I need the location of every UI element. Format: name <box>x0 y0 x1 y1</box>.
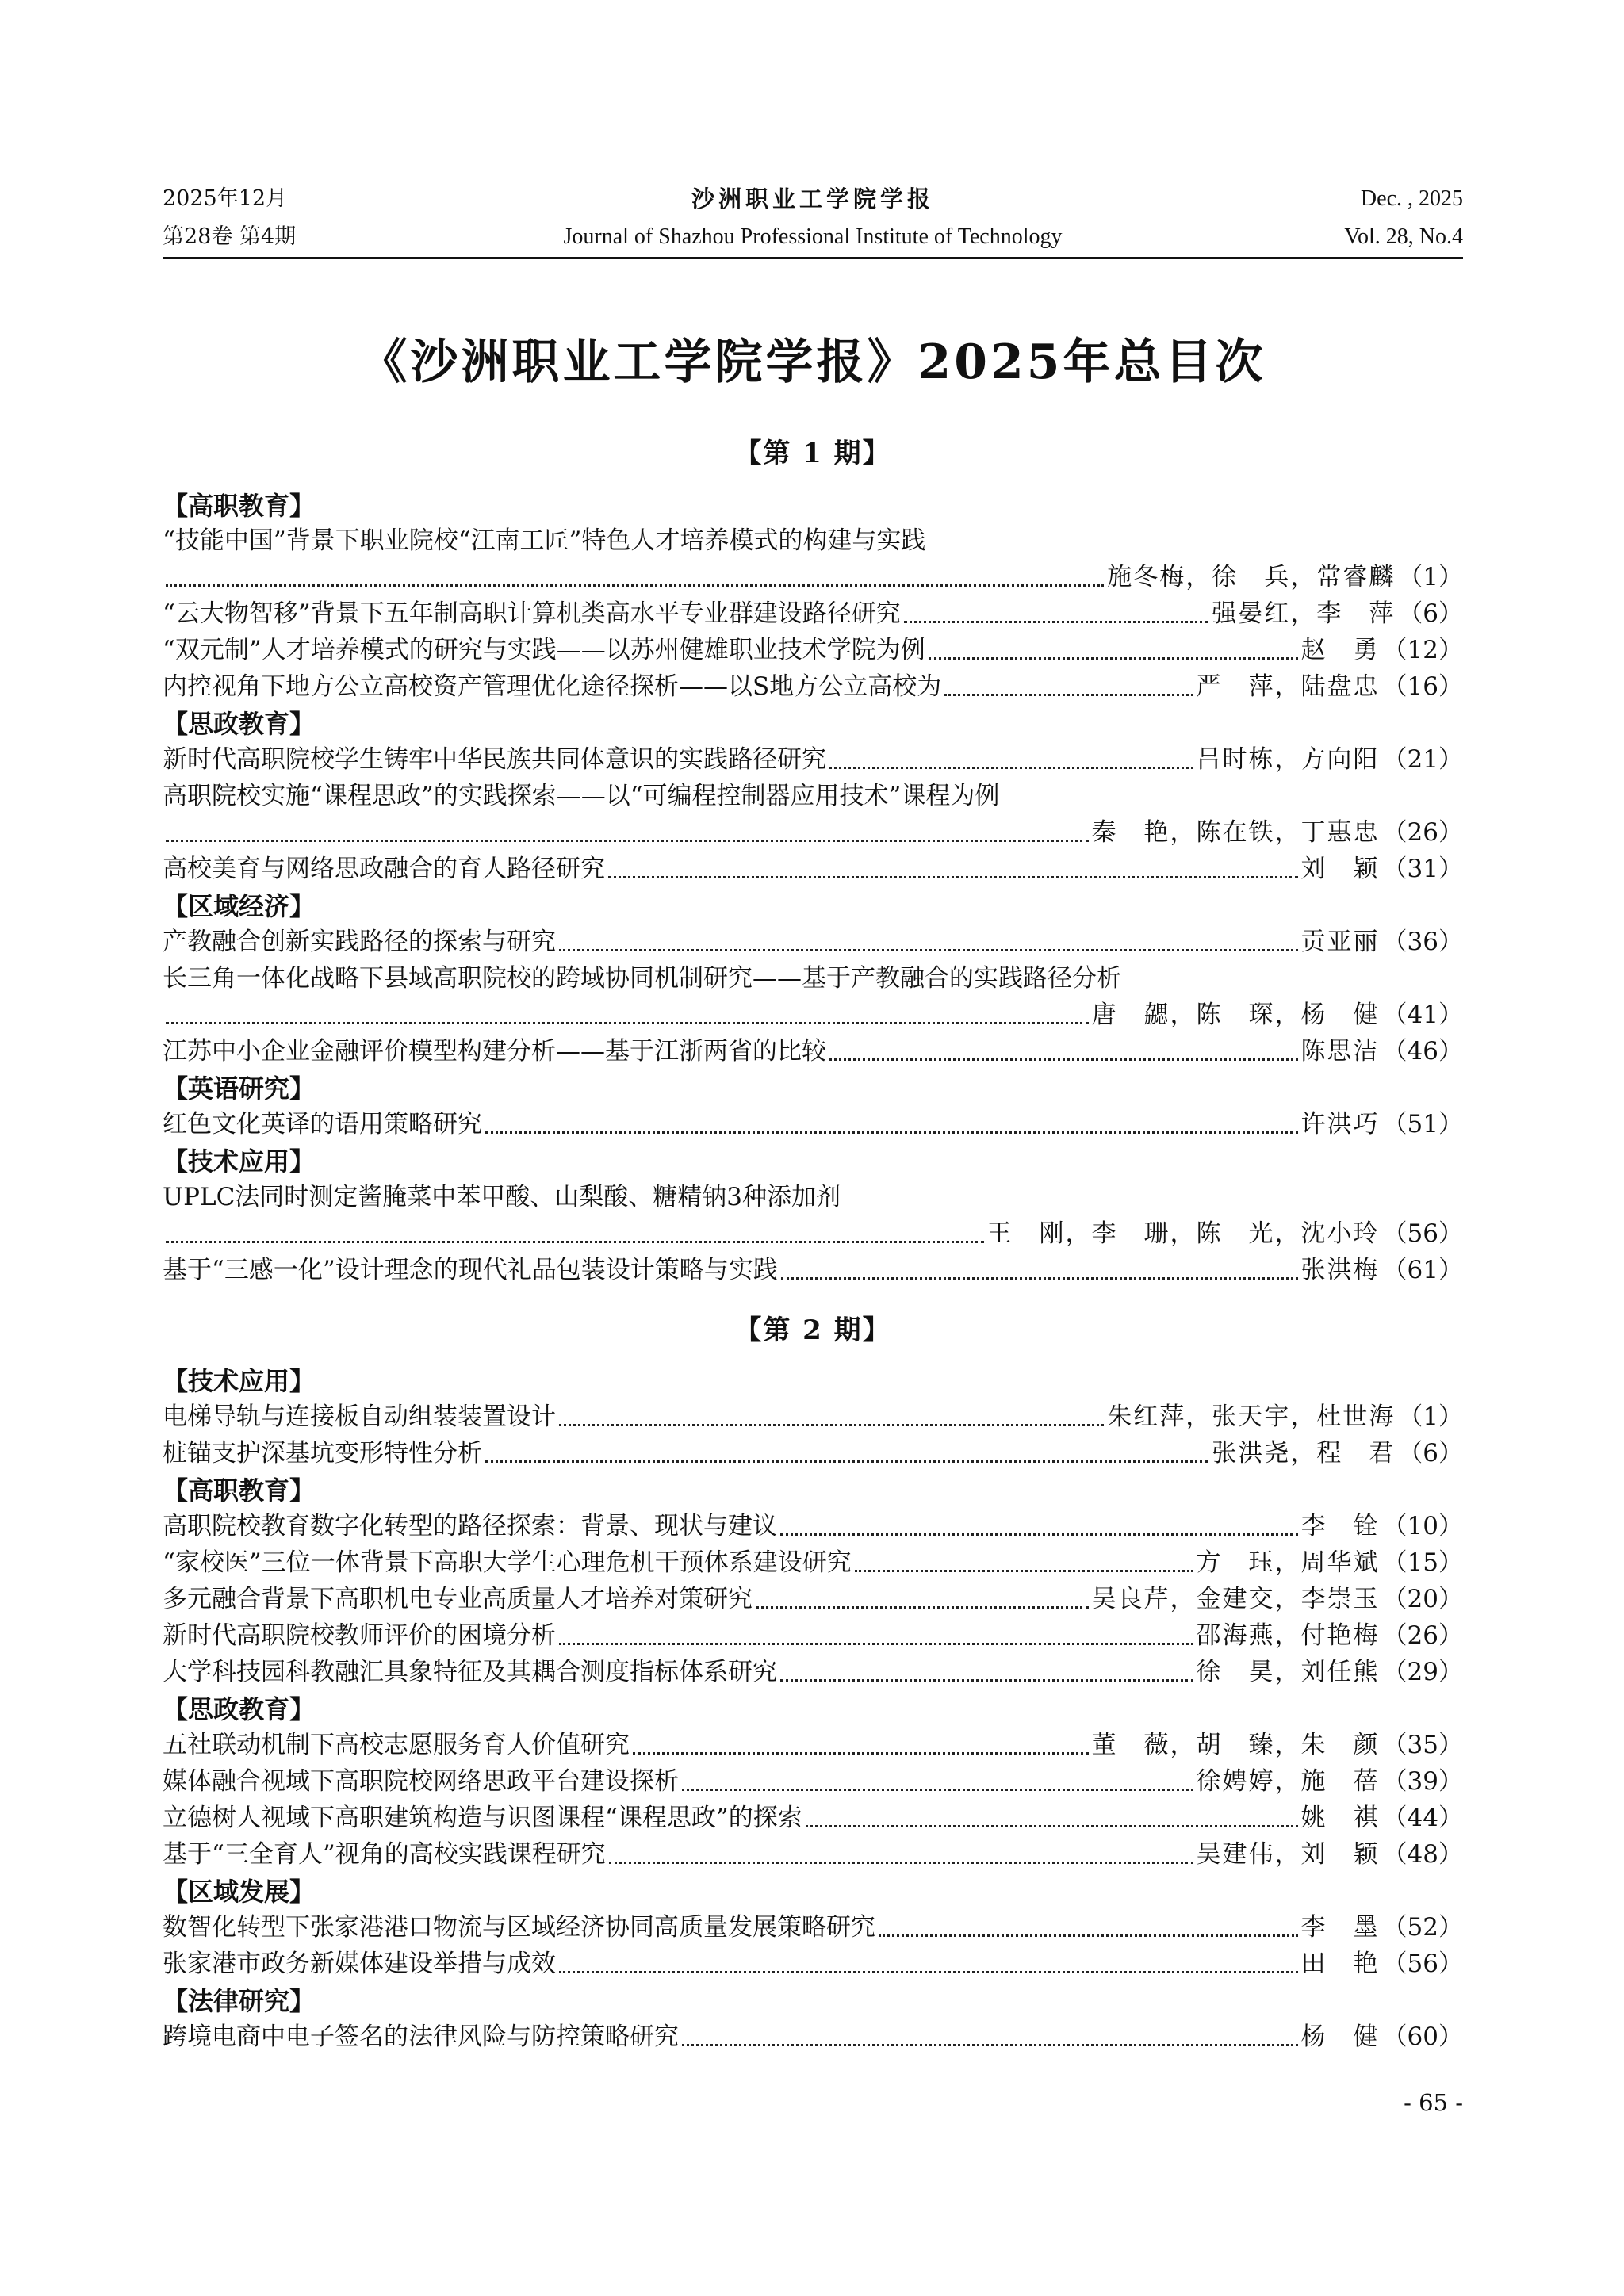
article-title: 跨境电商中电子签名的法律风险与防控策略研究 <box>163 2022 679 2051</box>
toc-entry[interactable] <box>163 595 1463 632</box>
dot-leader <box>904 621 1209 623</box>
article-authors: 李 铨 <box>1300 1512 1380 1540</box>
article-title: 内控视角下地方公立高校资产管理优化途径探析——以S地方公立高校为 <box>163 672 942 701</box>
article-authors: 秦 艳，陈在铁，丁惠忠 <box>1091 818 1380 847</box>
dot-leader <box>633 1752 1089 1755</box>
section-heading: 【技术应用】 <box>163 1146 316 1177</box>
article-authors: 唐 勰，陈 琛，杨 健 <box>1091 1001 1380 1029</box>
article-authors: 赵 勇 <box>1300 636 1380 664</box>
article-authors: 李 墨 <box>1300 1913 1380 1942</box>
article-title-wrapped: 高职院校实施“课程思政”的实践探索——以“可编程控制器应用技术”课程为例 <box>163 782 1000 810</box>
article-title: 多元融合背景下高职机电专业高质量人才培养对策研究 <box>163 1585 753 1613</box>
section-heading: 【思政教育】 <box>163 709 316 739</box>
article-page: （56） <box>1382 1950 1463 1978</box>
toc-entry[interactable] <box>163 2019 1463 2055</box>
toc-entry[interactable] <box>163 668 1463 705</box>
dot-leader <box>756 1606 1089 1609</box>
article-title: 基于“三全育人”视角的高校实践课程研究 <box>163 1840 606 1869</box>
article-page: （56） <box>1382 1219 1463 1248</box>
article-title: 产教融合创新实践路径的探索与研究 <box>163 928 556 956</box>
article-title: 媒体融合视域下高职院校网络思政平台建设探析 <box>163 1767 679 1796</box>
article-page: （39） <box>1382 1767 1463 1796</box>
article-page: （48） <box>1382 1840 1463 1869</box>
toc-entry[interactable] <box>163 851 1463 887</box>
dot-leader <box>780 1679 1193 1682</box>
section-heading: 【区域发展】 <box>163 1877 316 1907</box>
toc-entry[interactable] <box>163 814 1463 851</box>
page-header <box>163 184 1463 258</box>
article-title: 数智化转型下张家港港口物流与区域经济协同高质量发展策略研究 <box>163 1913 875 1942</box>
article-page: （41） <box>1382 1001 1463 1029</box>
article-page: （44） <box>1382 1804 1463 1832</box>
issue-heading: 【第 1 期】 <box>734 438 891 469</box>
article-page: （6） <box>1398 599 1463 628</box>
header-date-cn: 2025年12月 <box>163 186 288 211</box>
toc-entry[interactable] <box>163 1727 1463 1763</box>
article-page: （15） <box>1382 1548 1463 1577</box>
article-authors: 姚 祺 <box>1300 1804 1380 1832</box>
section-heading: 【英语研究】 <box>163 1073 316 1104</box>
article-authors: 徐娉婷，施 蓓 <box>1196 1767 1380 1796</box>
section-heading: 【高职教育】 <box>163 491 316 521</box>
header-journal-cn: 沙洲职业工学院学报 <box>691 186 934 212</box>
article-page: （29） <box>1382 1658 1463 1686</box>
toc-entry[interactable] <box>163 1836 1463 1873</box>
section-heading: 【高职教育】 <box>163 1475 316 1506</box>
dot-leader <box>608 876 1298 878</box>
article-authors: 施冬梅，徐 兵，常睿麟 <box>1107 563 1396 591</box>
toc-entry[interactable] <box>163 1946 1463 1982</box>
toc-entry[interactable] <box>163 1581 1463 1617</box>
dot-leader <box>829 767 1193 769</box>
article-page: （20） <box>1382 1585 1463 1613</box>
article-page: （46） <box>1382 1037 1463 1066</box>
article-authors: 方 珏，周华斌 <box>1196 1548 1380 1577</box>
dot-leader <box>166 1241 984 1243</box>
toc-entry[interactable] <box>163 1252 1463 1288</box>
article-page: （10） <box>1382 1512 1463 1540</box>
article-authors: 朱红萍，张天宇，杜世海 <box>1107 1402 1396 1431</box>
dot-leader <box>559 949 1298 951</box>
dot-leader <box>485 1460 1208 1463</box>
article-page: （35） <box>1382 1731 1463 1759</box>
toc-entry[interactable] <box>163 632 1463 668</box>
toc-entry[interactable] <box>163 1800 1463 1836</box>
article-authors: 刘 颖 <box>1300 855 1380 883</box>
dot-leader <box>559 1424 1104 1426</box>
toc-entry[interactable] <box>163 1399 1463 1435</box>
dot-leader <box>879 1934 1298 1937</box>
dot-leader <box>781 1277 1298 1280</box>
toc-entry[interactable] <box>163 1106 1463 1142</box>
article-authors: 吴良芹，金建交，李崇玉 <box>1091 1585 1380 1613</box>
header-date-en: Dec. , 2025 <box>1360 186 1463 211</box>
article-page: （31） <box>1382 855 1463 883</box>
dot-leader <box>166 1022 1089 1024</box>
dot-leader <box>682 1789 1193 1791</box>
article-title: 五社联动机制下高校志愿服务育人价值研究 <box>163 1731 630 1759</box>
article-title: 江苏中小企业金融评价模型构建分析——基于江浙两省的比较 <box>163 1037 826 1066</box>
article-authors: 田 艳 <box>1300 1950 1380 1978</box>
dot-leader <box>609 1862 1193 1864</box>
article-title: 新时代高职院校学生铸牢中华民族共同体意识的实践路径研究 <box>163 745 826 774</box>
article-title: “云大物智移”背景下五年制高职计算机类高水平专业群建设路径研究 <box>163 599 901 628</box>
article-title-wrapped: 长三角一体化战略下县域高职院校的跨域协同机制研究——基于产教融合的实践路径分析 <box>163 964 1121 993</box>
toc-entry[interactable] <box>163 559 1463 595</box>
toc-entry[interactable] <box>163 1215 1463 1252</box>
section-heading: 【区域经济】 <box>163 891 316 921</box>
dot-leader <box>806 1825 1298 1827</box>
article-authors: 杨 健 <box>1300 2022 1380 2051</box>
article-authors: 张洪梅 <box>1300 1256 1380 1284</box>
article-authors: 邵海燕，付艳梅 <box>1196 1621 1380 1650</box>
dot-leader <box>166 840 1089 842</box>
article-page: （6） <box>1398 1439 1463 1468</box>
page-number: - 65 - <box>1404 2089 1463 2116</box>
toc-entry[interactable] <box>163 924 1463 960</box>
article-page: （12） <box>1382 636 1463 664</box>
article-page: （1） <box>1398 563 1463 591</box>
article-page: （61） <box>1382 1256 1463 1284</box>
article-page: （16） <box>1382 672 1463 701</box>
dot-leader <box>559 1971 1298 1973</box>
article-page: （51） <box>1382 1110 1463 1138</box>
article-authors: 张洪尧，程 君 <box>1212 1439 1396 1468</box>
toc-entry[interactable] <box>163 1508 1463 1544</box>
toc-entry[interactable] <box>163 1033 1463 1070</box>
article-title: 高校美育与网络思政融合的育人路径研究 <box>163 855 605 883</box>
article-title: 基于“三感一化”设计理念的现代礼品包装设计策略与实践 <box>163 1256 778 1284</box>
issue-heading: 【第 2 期】 <box>734 1314 891 1346</box>
article-page: （52） <box>1382 1913 1463 1942</box>
article-title-wrapped: “技能中国”背景下职业院校“江南工匠”特色人才培养模式的构建与实践 <box>163 526 926 555</box>
header-volume-en: Vol. 28, No.4 <box>1344 224 1463 249</box>
toc-entry[interactable] <box>163 1544 1463 1581</box>
header-rule <box>163 257 1463 259</box>
dot-leader <box>166 584 1104 587</box>
header-journal-en: Journal of Shazhou Professional Institute of Technology <box>563 224 1063 249</box>
article-title: 电梯导轨与连接板自动组装装置设计 <box>163 1402 556 1431</box>
dot-leader <box>944 694 1193 696</box>
article-page: （26） <box>1382 1621 1463 1650</box>
article-title: 新时代高职院校教师评价的困境分析 <box>163 1621 556 1650</box>
toc-entry[interactable] <box>163 1763 1463 1800</box>
header-volume-cn: 第28卷 第4期 <box>163 224 297 249</box>
toc-entry[interactable] <box>163 1654 1463 1690</box>
dot-leader <box>829 1058 1298 1061</box>
article-title-wrapped: UPLC法同时测定酱腌菜中苯甲酸、山梨酸、糖精钠3种添加剂 <box>163 1183 841 1211</box>
article-page: （36） <box>1382 928 1463 956</box>
article-page: （21） <box>1382 745 1463 774</box>
article-authors: 王 刚，李 珊，陈 光，沈小玲 <box>986 1219 1380 1248</box>
article-authors: 贡亚丽 <box>1300 928 1380 956</box>
toc-entry[interactable] <box>163 1435 1463 1471</box>
section-heading: 【思政教育】 <box>163 1694 316 1724</box>
page-title: 《沙洲职业工学院学报》2025年总目次 <box>359 335 1266 390</box>
article-authors: 吕时栋，方向阳 <box>1196 745 1380 774</box>
article-title: 大学科技园科教融汇具象特征及其耦合测度指标体系研究 <box>163 1658 777 1686</box>
article-authors: 许洪巧 <box>1300 1110 1380 1138</box>
section-heading: 【技术应用】 <box>163 1366 316 1396</box>
article-authors: 董 薇，胡 臻，朱 颜 <box>1091 1731 1380 1759</box>
dot-leader <box>559 1643 1193 1645</box>
dot-leader <box>780 1533 1298 1536</box>
dot-leader <box>855 1570 1193 1572</box>
toc-entry[interactable] <box>163 1617 1463 1654</box>
article-authors: 陈思洁 <box>1300 1037 1380 1066</box>
article-title: 红色文化英译的语用策略研究 <box>163 1110 482 1138</box>
article-title: 立德树人视域下高职建筑构造与识图课程“课程思政”的探索 <box>163 1804 802 1832</box>
article-title: 高职院校教育数字化转型的路径探索：背景、现状与建议 <box>163 1512 777 1540</box>
article-title: “家校医”三位一体背景下高职大学生心理危机干预体系建设研究 <box>163 1548 852 1577</box>
section-heading: 【法律研究】 <box>163 1986 316 2016</box>
article-page: （60） <box>1382 2022 1463 2051</box>
article-title: 桩锚支护深基坑变形特性分析 <box>163 1439 482 1468</box>
article-page: （1） <box>1398 1402 1463 1431</box>
dot-leader <box>929 657 1298 660</box>
dot-leader <box>682 2044 1298 2046</box>
article-authors: 强晏红，李 萍 <box>1212 599 1396 628</box>
article-authors: 严 萍，陆盘忠 <box>1196 672 1380 701</box>
article-authors: 徐 昊，刘任熊 <box>1196 1658 1380 1686</box>
toc-entry[interactable] <box>163 741 1463 778</box>
toc-entry[interactable] <box>163 1909 1463 1946</box>
dot-leader <box>485 1131 1298 1134</box>
article-page: （26） <box>1382 818 1463 847</box>
article-title: 张家港市政务新媒体建设举措与成效 <box>163 1950 556 1978</box>
article-title: “双元制”人才培养模式的研究与实践——以苏州健雄职业技术学院为例 <box>163 636 925 664</box>
article-authors: 吴建伟，刘 颖 <box>1196 1840 1380 1869</box>
toc-entry[interactable] <box>163 997 1463 1033</box>
